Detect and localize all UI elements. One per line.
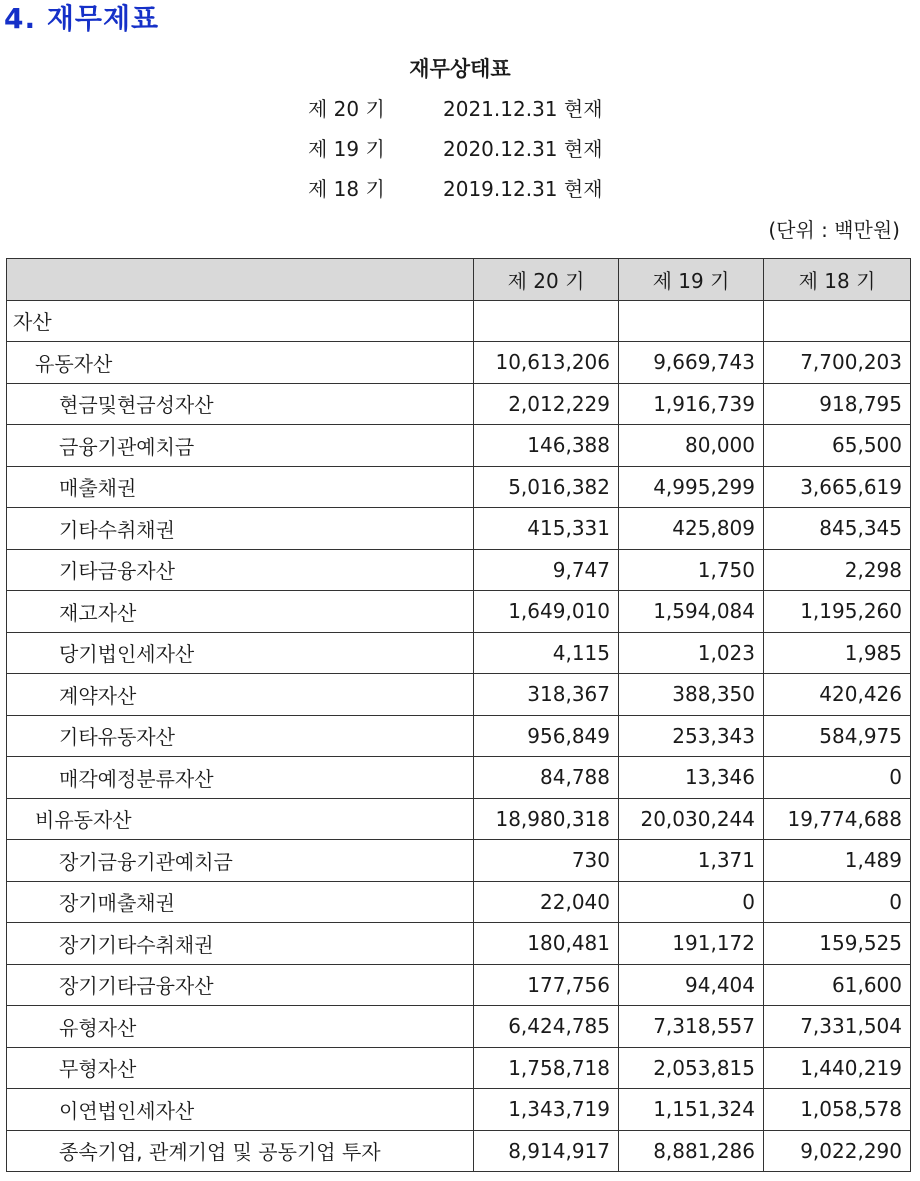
value-cell: 1,023 bbox=[619, 632, 764, 674]
header-cell-item bbox=[7, 259, 474, 301]
row-label: 기타금융자산 bbox=[7, 549, 474, 591]
unit-note: (단위 : 백만원) bbox=[768, 218, 900, 242]
value-cell: 22,040 bbox=[474, 881, 619, 923]
row-label: 이연법인세자산 bbox=[7, 1089, 474, 1131]
value-cell: 3,665,619 bbox=[764, 466, 911, 508]
value-cell: 20,030,244 bbox=[619, 798, 764, 840]
table-row bbox=[7, 881, 911, 923]
row-label: 당기법인세자산 bbox=[7, 632, 474, 674]
value-cell: 10,613,206 bbox=[474, 342, 619, 384]
row-label: 유형자산 bbox=[7, 1006, 474, 1048]
value-cell: 146,388 bbox=[474, 425, 619, 467]
row-label: 장기매출채권 bbox=[7, 881, 474, 923]
row-label: 비유동자산 bbox=[7, 798, 474, 840]
table-body bbox=[7, 300, 911, 1172]
value-cell: 2,053,815 bbox=[619, 1047, 764, 1089]
table-row bbox=[7, 1130, 911, 1172]
table-row bbox=[7, 1047, 911, 1089]
value-cell: 415,331 bbox=[474, 508, 619, 550]
header-cell-period: 제 19 기 bbox=[619, 259, 764, 301]
value-cell: 1,750 bbox=[619, 549, 764, 591]
row-label: 장기금융기관예치금 bbox=[7, 840, 474, 882]
value-cell: 94,404 bbox=[619, 964, 764, 1006]
period-label: 제 19 기 bbox=[308, 137, 385, 161]
row-label: 재고자산 bbox=[7, 591, 474, 633]
statement-title: 재무상태표 bbox=[409, 57, 511, 81]
row-label: 장기기타금융자산 bbox=[7, 964, 474, 1006]
value-cell: 61,600 bbox=[764, 964, 911, 1006]
table-row bbox=[7, 300, 911, 342]
value-cell: 7,331,504 bbox=[764, 1006, 911, 1048]
table-row bbox=[7, 840, 911, 882]
row-label: 현금및현금성자산 bbox=[7, 383, 474, 425]
value-cell: 1,371 bbox=[619, 840, 764, 882]
value-cell: 191,172 bbox=[619, 923, 764, 965]
section-heading: 4. 재무제표 bbox=[4, 2, 160, 35]
value-cell: 1,758,718 bbox=[474, 1047, 619, 1089]
table-row bbox=[7, 466, 911, 508]
value-cell: 388,350 bbox=[619, 674, 764, 716]
row-label: 기타수취채권 bbox=[7, 508, 474, 550]
row-label: 기타유동자산 bbox=[7, 715, 474, 757]
value-cell: 19,774,688 bbox=[764, 798, 911, 840]
row-label: 계약자산 bbox=[7, 674, 474, 716]
table-row bbox=[7, 632, 911, 674]
value-cell: 9,022,290 bbox=[764, 1130, 911, 1172]
value-cell bbox=[474, 300, 619, 342]
value-cell: 1,985 bbox=[764, 632, 911, 674]
value-cell: 1,440,219 bbox=[764, 1047, 911, 1089]
value-cell: 1,058,578 bbox=[764, 1089, 911, 1131]
value-cell: 2,298 bbox=[764, 549, 911, 591]
value-cell: 9,747 bbox=[474, 549, 619, 591]
row-label: 유동자산 bbox=[7, 342, 474, 384]
value-cell: 918,795 bbox=[764, 383, 911, 425]
value-cell: 730 bbox=[474, 840, 619, 882]
row-label: 금융기관예치금 bbox=[7, 425, 474, 467]
period-label: 제 20 기 bbox=[308, 97, 385, 121]
value-cell: 1,343,719 bbox=[474, 1089, 619, 1131]
row-label: 매각예정분류자산 bbox=[7, 757, 474, 799]
table-row bbox=[7, 549, 911, 591]
value-cell bbox=[619, 300, 764, 342]
value-cell: 1,594,084 bbox=[619, 591, 764, 633]
period-date: 2021.12.31 현재 bbox=[443, 97, 603, 121]
balance-sheet-table bbox=[6, 258, 911, 1172]
value-cell: 4,115 bbox=[474, 632, 619, 674]
value-cell: 956,849 bbox=[474, 715, 619, 757]
value-cell: 318,367 bbox=[474, 674, 619, 716]
table-row bbox=[7, 1006, 911, 1048]
table-row bbox=[7, 923, 911, 965]
row-label: 매출채권 bbox=[7, 466, 474, 508]
table-row bbox=[7, 508, 911, 550]
table-header-row bbox=[7, 259, 911, 301]
period-label: 제 18 기 bbox=[308, 177, 385, 201]
value-cell: 845,345 bbox=[764, 508, 911, 550]
value-cell: 8,881,286 bbox=[619, 1130, 764, 1172]
value-cell: 65,500 bbox=[764, 425, 911, 467]
row-label: 장기기타수취채권 bbox=[7, 923, 474, 965]
table-row bbox=[7, 674, 911, 716]
row-label: 무형자산 bbox=[7, 1047, 474, 1089]
value-cell: 7,700,203 bbox=[764, 342, 911, 384]
value-cell: 2,012,229 bbox=[474, 383, 619, 425]
value-cell: 425,809 bbox=[619, 508, 764, 550]
value-cell: 159,525 bbox=[764, 923, 911, 965]
value-cell: 1,151,324 bbox=[619, 1089, 764, 1131]
value-cell: 8,914,917 bbox=[474, 1130, 619, 1172]
row-label: 자산 bbox=[7, 300, 474, 342]
value-cell: 6,424,785 bbox=[474, 1006, 619, 1048]
table-row bbox=[7, 425, 911, 467]
value-cell: 1,195,260 bbox=[764, 591, 911, 633]
value-cell: 1,649,010 bbox=[474, 591, 619, 633]
value-cell: 1,916,739 bbox=[619, 383, 764, 425]
table-row bbox=[7, 715, 911, 757]
value-cell: 7,318,557 bbox=[619, 1006, 764, 1048]
value-cell: 0 bbox=[764, 757, 911, 799]
value-cell: 1,489 bbox=[764, 840, 911, 882]
value-cell: 0 bbox=[764, 881, 911, 923]
value-cell bbox=[764, 300, 911, 342]
header-cell-period: 제 18 기 bbox=[764, 259, 911, 301]
value-cell: 180,481 bbox=[474, 923, 619, 965]
value-cell: 84,788 bbox=[474, 757, 619, 799]
table-row bbox=[7, 591, 911, 633]
value-cell: 13,346 bbox=[619, 757, 764, 799]
value-cell: 9,669,743 bbox=[619, 342, 764, 384]
row-label: 종속기업, 관계기업 및 공동기업 투자 bbox=[7, 1130, 474, 1172]
table-row bbox=[7, 798, 911, 840]
period-date: 2019.12.31 현재 bbox=[443, 177, 603, 201]
value-cell: 5,016,382 bbox=[474, 466, 619, 508]
table-row bbox=[7, 1089, 911, 1131]
value-cell: 0 bbox=[619, 881, 764, 923]
value-cell: 253,343 bbox=[619, 715, 764, 757]
period-date: 2020.12.31 현재 bbox=[443, 137, 603, 161]
value-cell: 420,426 bbox=[764, 674, 911, 716]
table-row bbox=[7, 964, 911, 1006]
value-cell: 18,980,318 bbox=[474, 798, 619, 840]
header-cell-period: 제 20 기 bbox=[474, 259, 619, 301]
table-row bbox=[7, 383, 911, 425]
value-cell: 584,975 bbox=[764, 715, 911, 757]
value-cell: 80,000 bbox=[619, 425, 764, 467]
value-cell: 177,756 bbox=[474, 964, 619, 1006]
value-cell: 4,995,299 bbox=[619, 466, 764, 508]
table-row bbox=[7, 757, 911, 799]
table-row bbox=[7, 342, 911, 384]
